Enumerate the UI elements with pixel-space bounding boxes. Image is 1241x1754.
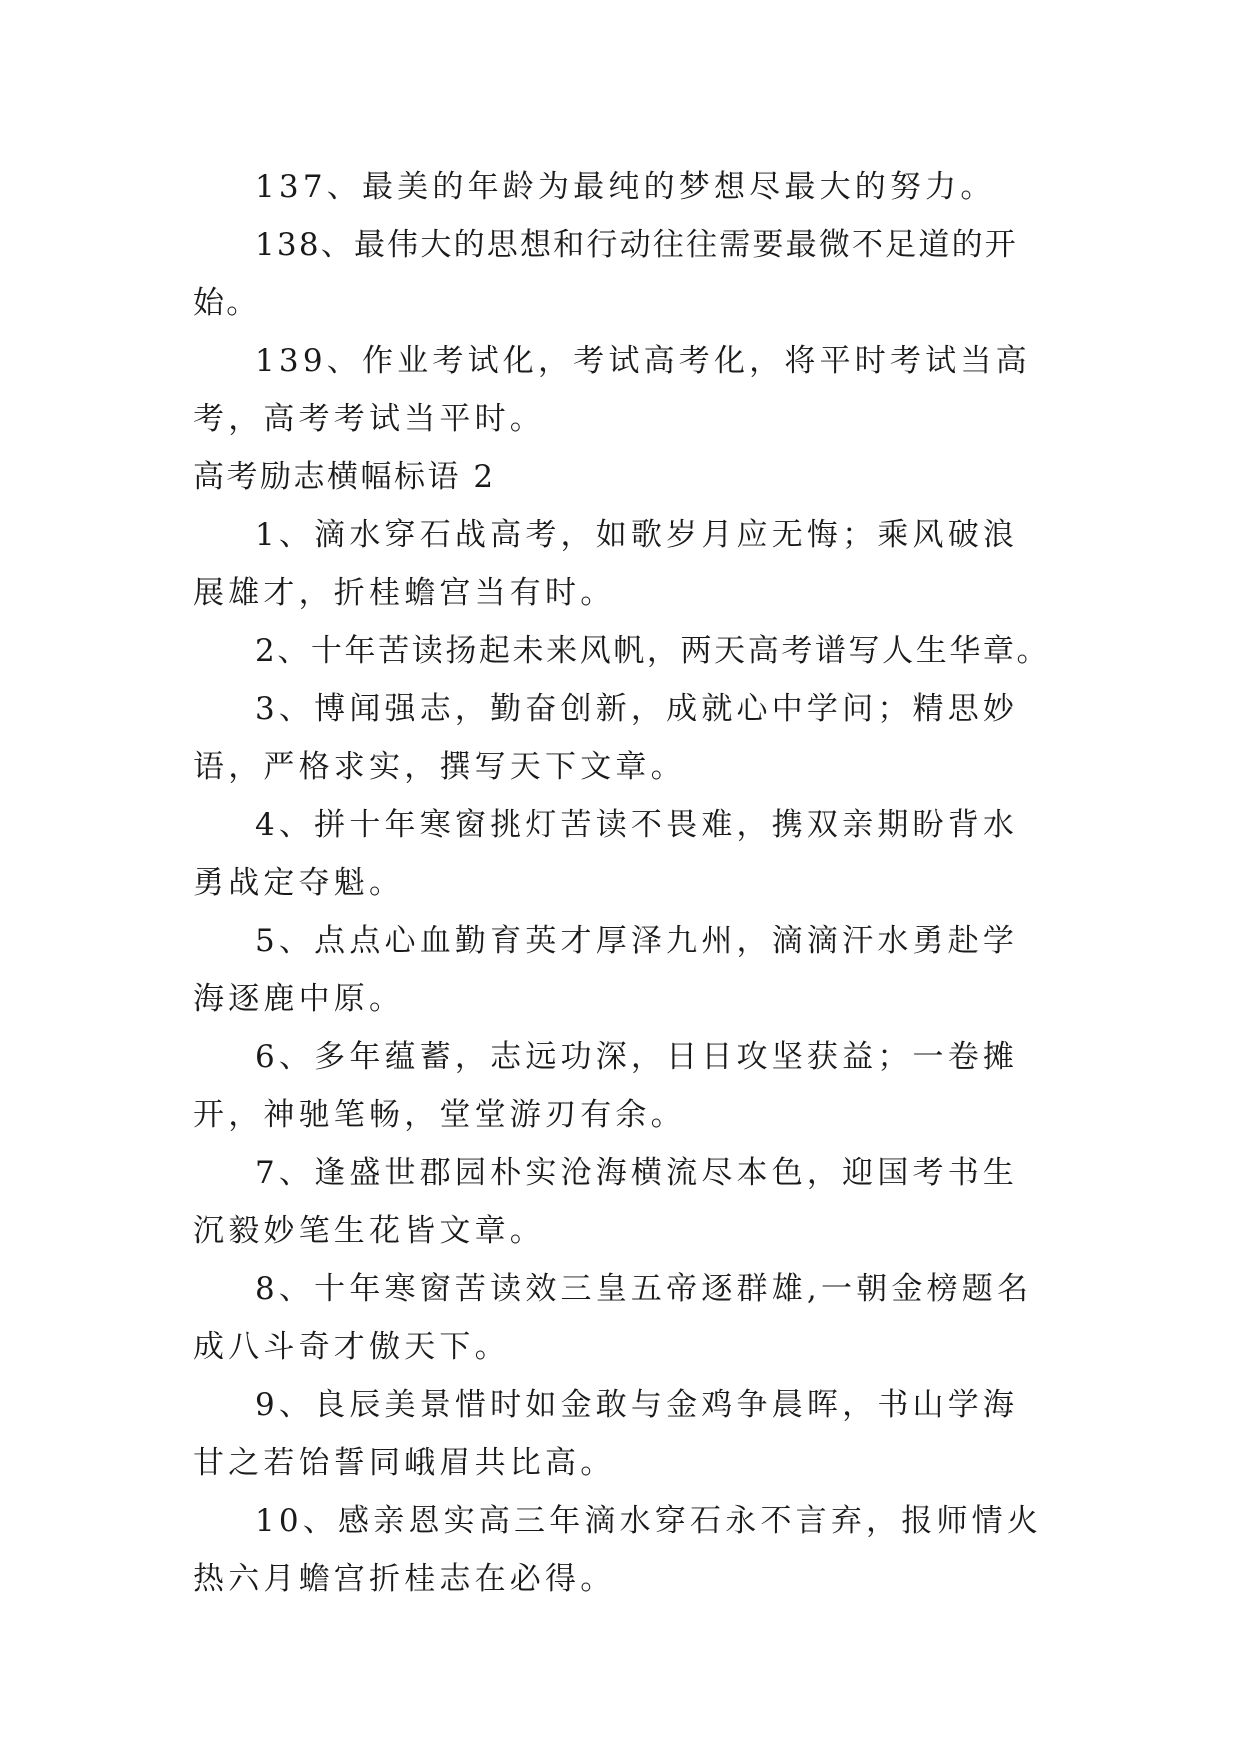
list-item: 7、逢盛世郡园朴实沧海横流尽本色，迎国考书生沉毅妙笔生花皆文章。 bbox=[193, 1155, 1019, 1249]
list-item: 8、十年寒窗苦读效三皇五帝逐群雄,一朝金榜题名成八斗奇才傲天下。 bbox=[193, 1271, 1033, 1365]
list-item: 5、点点心血勤育英才厚泽九州，滴滴汗水勇赴学海逐鹿中原。 bbox=[193, 923, 1019, 1017]
section-title: 高考励志横幅标语 2 bbox=[193, 459, 496, 495]
document-page bbox=[193, 158, 1053, 1608]
list-item: 4、拼十年寒窗挑灯苦读不畏难，携双亲期盼背水勇战定夺魁。 bbox=[193, 807, 1019, 901]
list-item: 2、十年苦读扬起未来风帆，两天高考谱写人生华章。 bbox=[255, 633, 1051, 669]
list-item: 10、感亲恩实高三年滴水穿石永不言弃，报师情火热六月蟾宫折桂志在必得。 bbox=[193, 1503, 1043, 1597]
intro-item: 139、作业考试化，考试高考化，将平时考试当高考，高考考试当平时。 bbox=[193, 343, 1031, 437]
list-item: 9、良辰美景惜时如金敢与金鸡争晨晖，书山学海甘之若饴誓同峨眉共比高。 bbox=[193, 1387, 1019, 1481]
intro-item: 137、最美的年龄为最纯的梦想尽最大的努力。 bbox=[255, 169, 996, 205]
list-item: 1、滴水穿石战高考，如歌岁月应无悔；乘风破浪展雄才，折桂蟾宫当有时。 bbox=[193, 517, 1019, 611]
intro-item: 138、最伟大的思想和行动往往需要最微不足道的开始。 bbox=[193, 227, 1018, 321]
list-item: 3、博闻强志，勤奋创新，成就心中学问；精思妙语，严格求实，撰写天下文章。 bbox=[193, 691, 1019, 785]
list-item: 6、多年蕴蓄，志远功深，日日攻坚获益；一卷摊开，神驰笔畅，堂堂游刃有余。 bbox=[193, 1039, 1019, 1133]
